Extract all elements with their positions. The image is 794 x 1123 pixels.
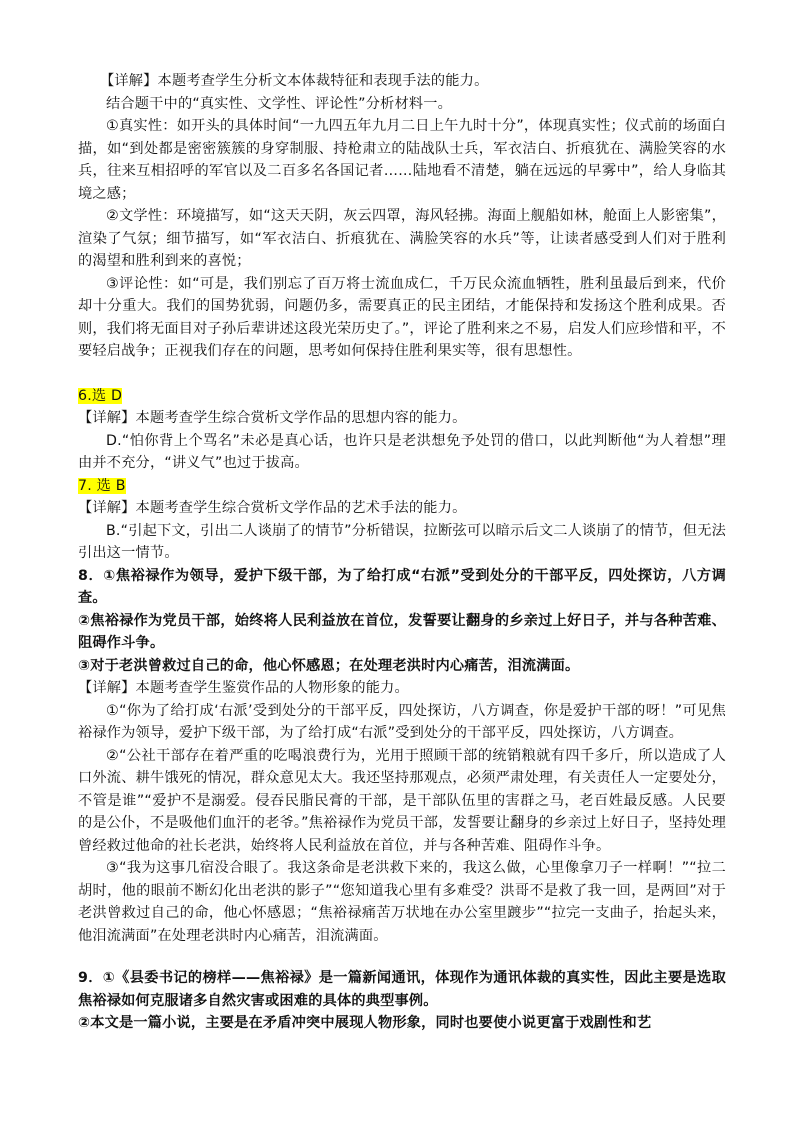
q6-answer (78, 385, 726, 408)
spacer (78, 363, 726, 385)
sec5-point-1: ①真实性：如开头的具体时间“一九四五年九月二日上午九时十分”，体现真实性；仪式前的场面白描，如“到处都是密密簇簇的身穿制服、持枪肃立的陆战队士兵，军衣洁白、折痕犹在、满脸笑容的水兵，往来互相招呼的军官以及二百多名各国记者……陆地看不清楚，躺在远远的早雾中”，给人身临其境之感； (78, 118, 726, 202)
sec5-point-2: ②文学性：环境描写，如“这天天阴，灰云四罩，海风轻拂。海面上舰船如林，舱面上人影密集”，渲染了气氛；细节描写，如“军衣洁白、折痕犹在、满脸笑容的水兵”等，让读者感受到人们对于胜利的渴望和胜利到来的喜悦； (78, 208, 726, 269)
sec5-detail: 【详解】本题考查学生分析文本体裁特征和表现手法的能力。 (100, 73, 489, 89)
q6-explanation: D.“怕你背上个骂名”未必是真心话，也许只是老洪想免予处罚的借口，以此判断他“为人着想”理由并不充分，“讲义气”也过于拔高。 (78, 432, 726, 471)
q8-answer-2: ②焦裕禄作为党员干部，始终将人民利益放在首位，发誓要让翻身的乡亲过上好日子，并与各种苦难、阻碍作斗争。 (78, 612, 726, 651)
q8-detail: 【详解】本题考查学生鉴赏作品的人物形象的能力。 (78, 680, 409, 696)
sec5-intro: 结合题干中的“真实性、文学性、评论性”分析材料一。 (106, 95, 453, 112)
document-page (78, 70, 726, 1035)
q9-answer-2: ②本文是一篇小说，主要是在矛盾冲突中展现人物形象，同时也要使小说更富于戏剧性和艺 (78, 1015, 652, 1031)
q8-point-1: ①“你为了给打成‘右派’受到处分的干部平反，四处探访，八方调查，你是爱护干部的呀！”可见焦裕禄作为领导，爱护下级干部，为了给打成“右派”受到处分的干部平反，四处探访，八方调查。 (78, 702, 726, 741)
spacer (78, 947, 726, 967)
q6-detail: 【详解】本题考查学生综合赏析文学作品的思想内容的能力。 (78, 410, 467, 426)
q8-answer-3: ③对于老洪曾救过自己的命，他心怀感恩；在处理老洪时内心痛苦，泪流满面。 (78, 657, 580, 674)
q7-detail: 【详解】本题考查学生综合赏析文学作品的艺术手法的能力。 (78, 500, 467, 516)
q7-explanation: B.“引起下文，引出二人谈崩了的情节”分析错误，拉断弦可以暗示后文二人谈崩了的情节，但无法引出这一情节。 (78, 522, 726, 561)
sec5-point-3: ③评论性：如“可是，我们别忘了百万将士流血成仁，千万民众流血牺牲，胜利虽最后到来，代价却十分重大。我们的国势犹弱，问题仍多，需要真正的民主团结，才能保持和发扬这个胜利成果。否则，我们将无面目对子孙后辈讲述这段光荣历史了。”，评论了胜利来之不易，启发人们应珍惜和平，不要轻启战争；正视我们存在的问题，思考如何保持住胜利果实等，很有思想性。 (78, 275, 726, 359)
q6-answer-highlight: 6.选 D (78, 387, 123, 404)
q8-point-2: ②“公社干部存在着严重的吃喝浪费行为，光用于照顾干部的统销粮就有四千多斤，所以造成了人口外流、耕牛饿死的情况，群众意见太大。我还坚持那观点，必须严肃处理，有关责任人一定要处分，不管是谁”“爱护不是溺爱。侵吞民脂民膏的干部，是干部队伍里的害群之马，老百姓最反感。人民要的是公仆，不是吸他们血汗的老爷。”焦裕禄作为党员干部，发誓要让翻身的乡亲过上好日子，坚持处理曾经救过他命的社长老洪，始终将人民利益放在首位，并与各种苦难、阻碍作斗争。 (78, 747, 726, 854)
q7-answer (78, 475, 726, 498)
q8-answer-1: 8．①焦裕禄作为领导，爱护下级干部，为了给打成“右派”受到处分的干部平反，四处探访，八方调查。 (78, 567, 726, 606)
q7-answer-highlight: 7. 选 B (78, 477, 126, 494)
q8-point-3: ③“我为这事几宿没合眼了。我这条命是老洪救下来的，我这么做，心里像拿刀子一样啊！”“拉二胡时，他的眼前不断幻化出老洪的影子”“您知道我心里有多难受？洪哥不是救了我一回，是两回”对于老洪曾救过自己的命，他心怀感恩；“焦裕禄痛苦万状地在办公室里踱步”“拉完一支曲子，抬起头来，他泪流满面”在处理老洪时内心痛苦，泪流满面。 (78, 860, 726, 944)
q9-answer-1: 9．①《县委书记的榜样——焦裕禄》是一篇新闻通讯，体现作为通讯体裁的真实性，因此主要是选取焦裕禄如何克服诸多自然灾害或困难的具体的典型事例。 (78, 970, 726, 1009)
